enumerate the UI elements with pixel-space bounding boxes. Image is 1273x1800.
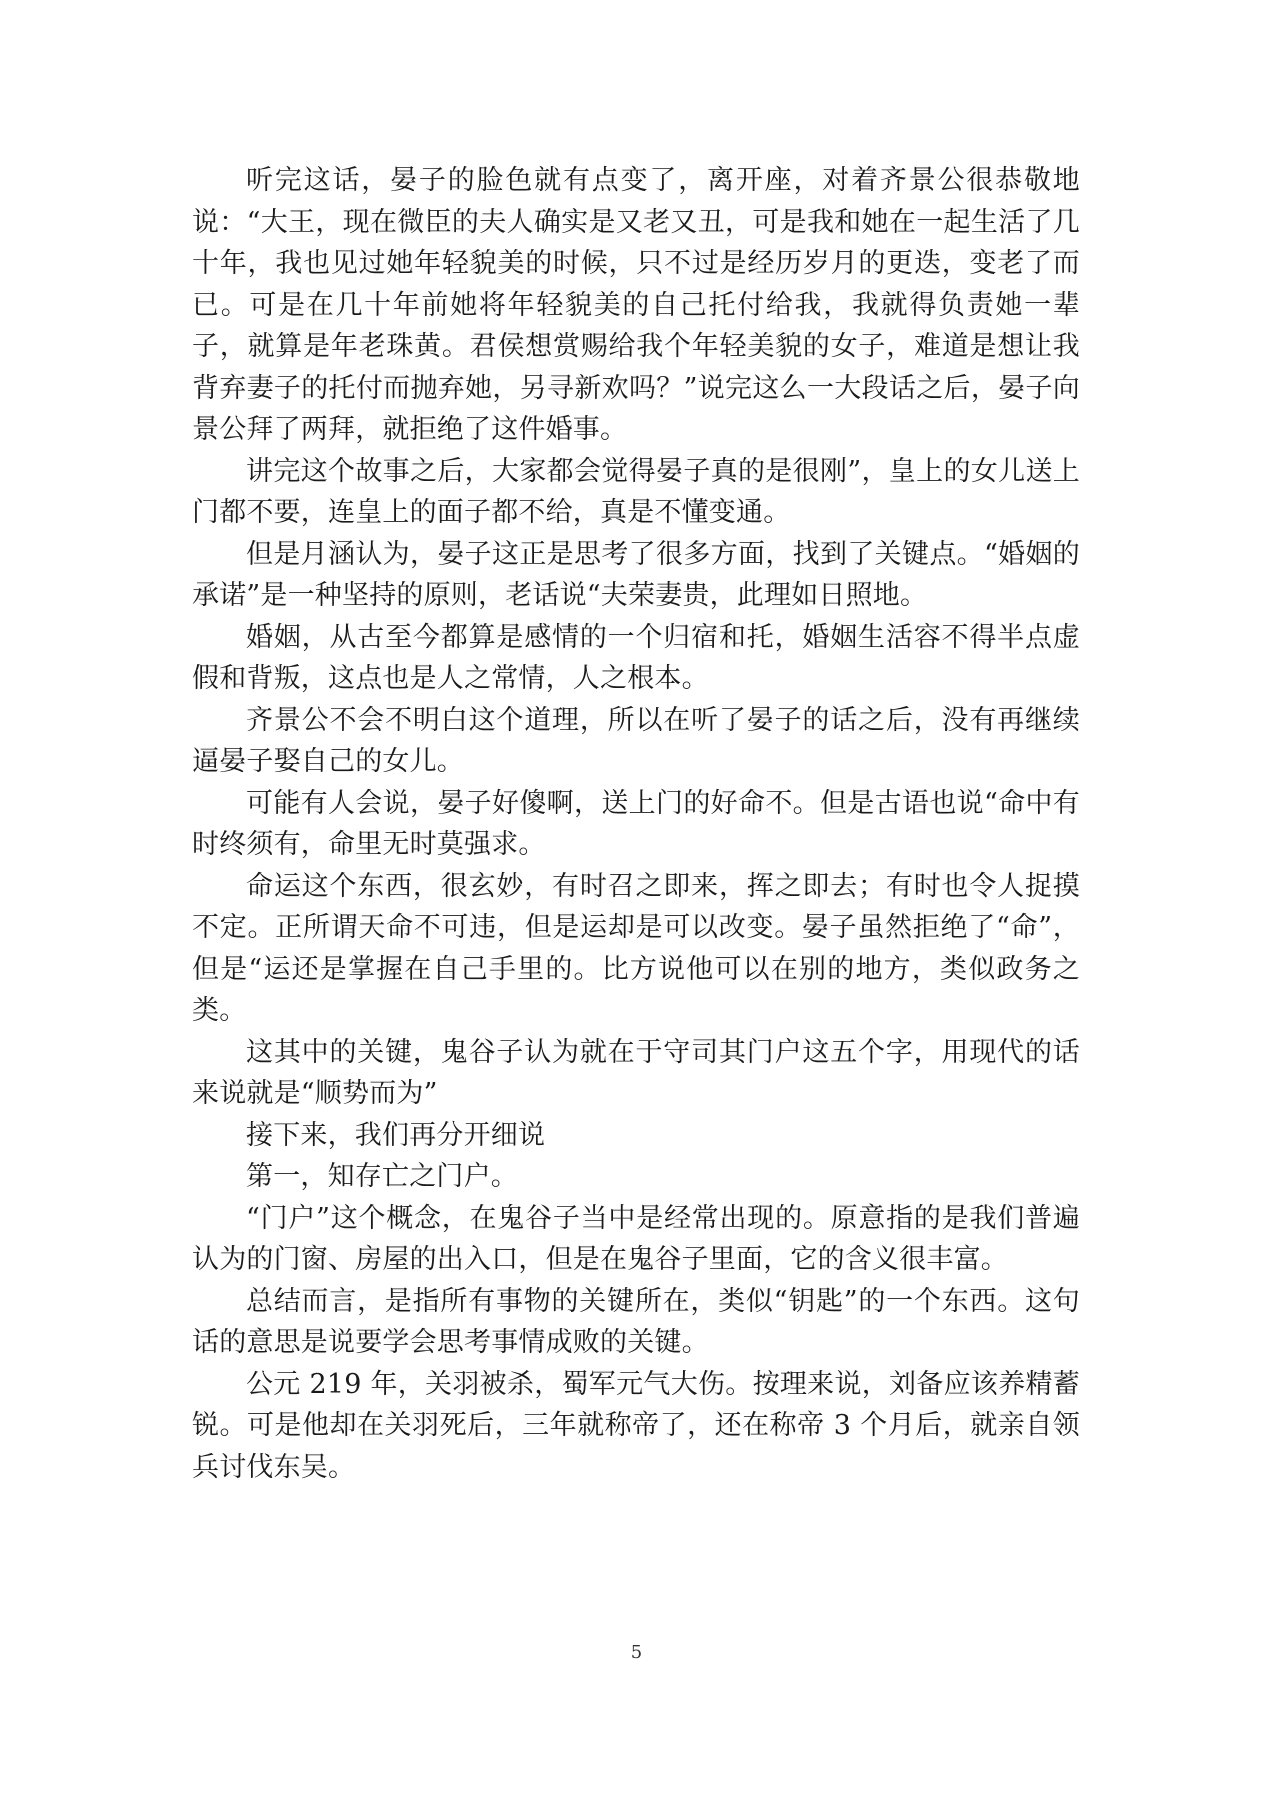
- paragraph: 婚姻，从古至今都算是感情的一个归宿和托，婚姻生活容不得半点虚假和背叛，这点也是人之常情，人之根本。: [192, 621, 1080, 694]
- body-text: [192, 160, 1080, 1488]
- paragraph: 但是月涵认为，晏子这正是思考了很多方面，找到了关键点。“婚姻的承诺”是一种坚持的原则，老话说“夫荣妻贵，此理如日照地。: [192, 538, 1080, 611]
- paragraph: 第一，知存亡之门户。: [246, 1161, 518, 1192]
- paragraph: 齐景公不会不明白这个道理，所以在听了晏子的话之后，没有再继续逼晏子娶自己的女儿。: [192, 704, 1080, 777]
- paragraph: “门户”这个概念，在鬼谷子当中是经常出现的。原意指的是我们普遍认为的门窗、房屋的出入口，但是在鬼谷子里面，它的含义很丰富。: [192, 1202, 1080, 1275]
- paragraph: 听完这话，晏子的脸色就有点变了，离开座，对着齐景公很恭敬地说：“大王，现在微臣的夫人确实是又老又丑，可是我和她在一起生活了几十年，我也见过她年轻貌美的时候，只不过是经历岁月的更迭，变老了而已。可是在几十年前她将年轻貌美的自己托付给我，我就得负责她一辈子，就算是年老珠黄。君侯想赏赐给我个年轻美貌的女子，难道是想让我背弃妻子的托付而抛弃她，另寻新欢吗？”说完这么一大段话之后，晏子向景公拜了两拜，就拒绝了这件婚事。: [192, 165, 1080, 445]
- paragraph: 总结而言，是指所有事物的关键所在，类似“钥匙”的一个东西。这句话的意思是说要学会思考事情成败的关键。: [192, 1285, 1080, 1358]
- paragraph: 公元 219 年，关羽被杀，蜀军元气大伤。按理来说，刘备应该养精蓄锐。可是他却在关羽死后，三年就称帝了，还在称帝 3 个月后，就亲自领兵讨伐东吴。: [192, 1368, 1080, 1483]
- paragraph: 接下来，我们再分开细说: [246, 1119, 546, 1151]
- paragraph: 讲完这个故事之后，大家都会觉得晏子真的是很刚”，皇上的女儿送上门都不要，连皇上的面子都不给，真是不懂变通。: [192, 455, 1080, 528]
- paragraph: 这其中的关键，鬼谷子认为就在于守司其门户这五个字，用现代的话来说就是“顺势而为”: [192, 1036, 1080, 1109]
- page-number: 5: [630, 1642, 643, 1663]
- paragraph: 命运这个东西，很玄妙，有时召之即来，挥之即去；有时也令人捉摸不定。正所谓天命不可违，但是运却是可以改变。晏子虽然拒绝了“命”，但是“运还是掌握在自己手里的。比方说他可以在别的地方，类似政务之类。: [192, 870, 1080, 1026]
- paragraph: 可能有人会说，晏子好傻啊，送上门的好命不。但是古语也说“命中有时终须有，命里无时莫强求。: [192, 787, 1080, 860]
